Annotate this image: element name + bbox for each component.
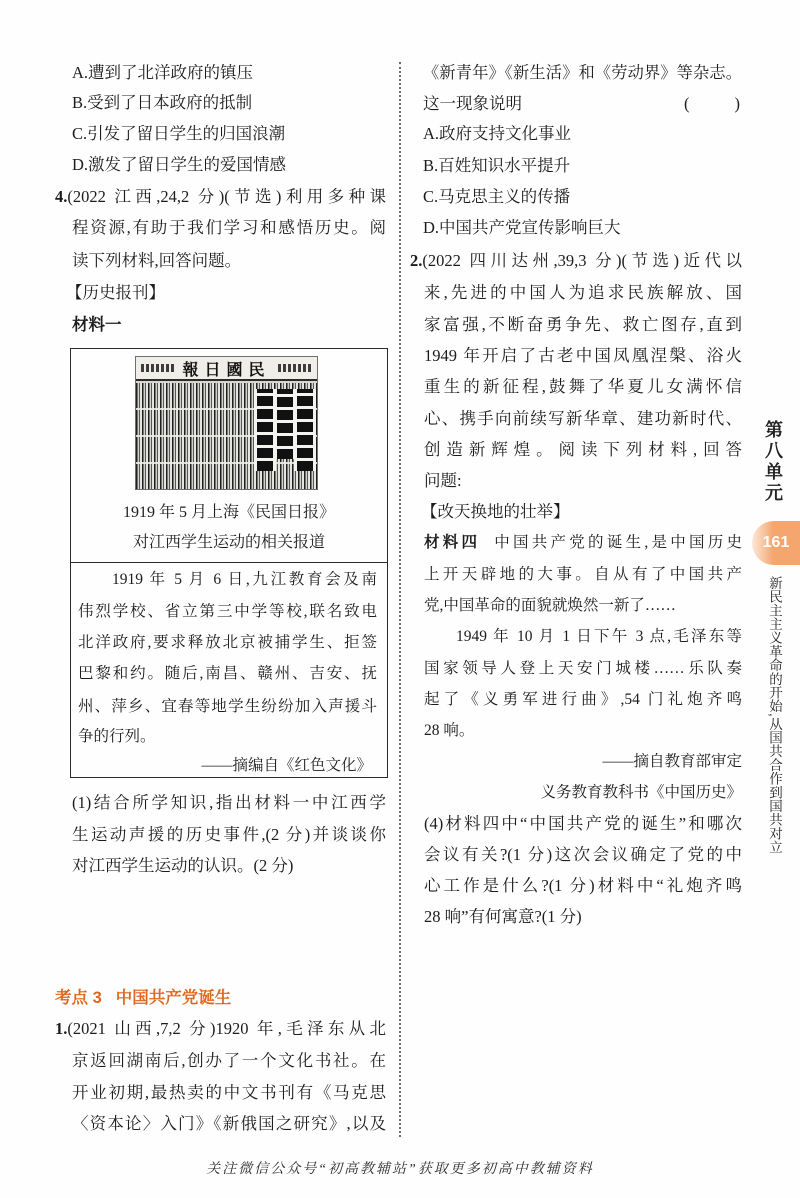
material-one-text-line: 争的行列。 — [78, 728, 156, 745]
chapter-title: 新民主主义革命的开始,从国共合作到国共对立 — [767, 576, 782, 854]
page-number: 161 — [762, 534, 790, 551]
q2-number: 2. — [410, 251, 423, 270]
q2-stem-line: 创造新辉煌。阅读下列材料,回答 — [424, 440, 742, 459]
material-one-text-line: 伟烈学校、省立第三中学等校,联名致电 — [78, 603, 377, 620]
material-box-divider — [70, 562, 388, 563]
q2-sub4-line: 会议有关?(1 分)这次会议确定了党的中 — [424, 845, 742, 864]
q2-section-title: 【改天换地的壮举】 — [421, 502, 570, 521]
q1-option-d: D.中国共产党宣传影响巨大 — [423, 218, 621, 237]
q2-sub4-line: 心工作是什么?(1 分)材料中“礼炮齐鸣 — [424, 876, 742, 895]
q4-sub1-line: (1)结合所学知识,指出材料一中江西学 — [72, 793, 386, 812]
material-one-text-line: 1919 年 5 月 6 日,九江教育会及南 — [112, 571, 377, 588]
newspaper-text-columns — [136, 383, 317, 489]
material-one-text-line: 巴黎和约。随后,南昌、赣州、吉安、抚 — [78, 665, 377, 682]
q4-sub1-line: 对江西学生运动的认识。(2 分) — [72, 856, 294, 875]
material-four-line: 上开天辟地的大事。自从有了中国共产 — [424, 566, 742, 583]
q1-stem-continued-line: 这一现象说明 — [423, 94, 522, 113]
material-four-line: 起了《义勇军进行曲》,54 门礼炮齐鸣 — [424, 691, 742, 708]
q4-stem-line: 读下列材料,回答问题。 — [72, 251, 242, 270]
material-four-text: 中国共产党的诞生,是中国历史 — [494, 534, 742, 551]
material-four-line: 党,中国革命的面貌就焕然一新了…… — [424, 597, 676, 614]
q3-option-b: B.受到了日本政府的抵制 — [72, 93, 253, 112]
q4-stem-line: 程资源,有助于我们学习和感悟历史。阅 — [72, 218, 386, 237]
material-four-label: 材料四 — [424, 534, 481, 551]
q2-stem-line: 心、携手向前续写新华章、建功新时代、 — [424, 409, 742, 428]
q2-stem-line: 1949 年开启了古老中国凤凰涅槃、浴火 — [424, 346, 742, 365]
q2-stem-line: 问题: — [424, 471, 462, 490]
column-divider — [399, 62, 401, 1137]
q2-sub4-line: (4)材料四中“中国共产党的诞生”和哪次 — [424, 814, 742, 833]
q1-stem-line — [55, 1016, 386, 1042]
material-one-text-line: 州、萍乡、宜春等地学生纷纷加入声援斗 — [78, 698, 377, 715]
newspaper-headline-column — [274, 389, 296, 459]
q1-number: 1. — [55, 1019, 68, 1038]
q4-sub1-line: 生运动声援的历史事件,(2 分)并谈谈你 — [72, 825, 386, 844]
q1-stem-line: 开业初期,最热卖的中文书刊有《马克思 — [72, 1083, 386, 1102]
masthead-date-block — [141, 364, 175, 372]
q4-section-title: 【历史报刊】 — [66, 283, 165, 302]
footer-note: 关注微信公众号“初高教辅站”获取更多初高中教辅资料 — [206, 1162, 594, 1177]
material-four-line: 28 响。 — [424, 722, 475, 739]
newspaper-caption-line: 对江西学生运动的相关报道 — [132, 534, 325, 551]
q4-number: 4. — [55, 187, 68, 206]
page-number-tab — [752, 521, 800, 565]
topic-label: 考点 3 — [55, 989, 102, 1007]
newspaper-headline-column — [294, 389, 316, 471]
topic-title: 中国共产党诞生 — [115, 989, 232, 1007]
q1-stem-line: 京返回湖南后,创办了一个文化书社。在 — [72, 1051, 386, 1070]
q2-stem-line: 家富强,不断奋勇争先、救亡图存,直到 — [424, 315, 742, 334]
q2-stem-line: 来,先进的中国人为追求民族解放、国 — [424, 283, 742, 302]
q2-stem-line: 重生的新征程,鼓舞了华夏儿女满怀信 — [424, 377, 742, 396]
material-one-text-line: 北洋政府,要求释放北京被捕学生、拒签 — [78, 634, 377, 651]
material-four-source: ——摘自教育部审定 — [602, 753, 742, 770]
q1-option-c: C.马克思主义的传播 — [423, 187, 571, 206]
newspaper-title: 報日國民 — [182, 361, 271, 379]
material-four-line — [424, 530, 742, 556]
newspaper-clipping-image — [135, 356, 318, 490]
q4-stem-text: (2022 江西,24,2 分)(节选)利用多种课 — [67, 187, 386, 206]
newspaper-masthead — [136, 357, 317, 381]
q1-stem-continued-line: 《新青年》《新生活》和《劳动界》等杂志。 — [423, 64, 742, 82]
q2-sub4-line: 28 响”有何寓意?(1 分) — [424, 907, 582, 926]
topic-heading — [55, 985, 231, 1011]
q2-stem-text: (2022 四川达州,39,3 分)(节选)近代以 — [422, 251, 742, 270]
material-one-label: 材料一 — [72, 316, 122, 334]
material-four-line: 1949 年 10 月 1 日下午 3 点,毛泽东等 — [456, 628, 742, 645]
q3-option-c: C.引发了留日学生的归国浪潮 — [72, 124, 286, 143]
newspaper-headline-column — [254, 389, 276, 471]
material-four-source: 义务教育教科书《中国历史》 — [540, 784, 742, 801]
material-four-line: 国家领导人登上天安门城楼……乐队奏 — [424, 660, 742, 677]
q1-stem-line: 〈资本论〉入门》《新俄国之研究》,以及 — [72, 1114, 386, 1133]
q1-stem-text: (2021 山西,7,2 分)1920 年,毛泽东从北 — [67, 1019, 386, 1038]
unit-label: 第八单元 — [763, 420, 783, 504]
answer-blank: ( ) — [684, 94, 740, 113]
material-one-source: ——摘编自《红色文化》 — [201, 757, 372, 774]
q4-stem-line — [55, 184, 386, 210]
q1-option-b: B.百姓知识水平提升 — [423, 156, 571, 175]
newspaper-caption-line: 1919 年 5 月上海《民国日报》 — [122, 504, 335, 521]
q2-stem-line — [410, 248, 742, 274]
q3-option-a: A.遭到了北洋政府的镇压 — [72, 63, 254, 82]
masthead-issue-block — [278, 364, 312, 372]
q1-option-a: A.政府支持文化事业 — [423, 124, 572, 143]
q3-option-d: D.激发了留日学生的爱国情感 — [72, 155, 287, 174]
